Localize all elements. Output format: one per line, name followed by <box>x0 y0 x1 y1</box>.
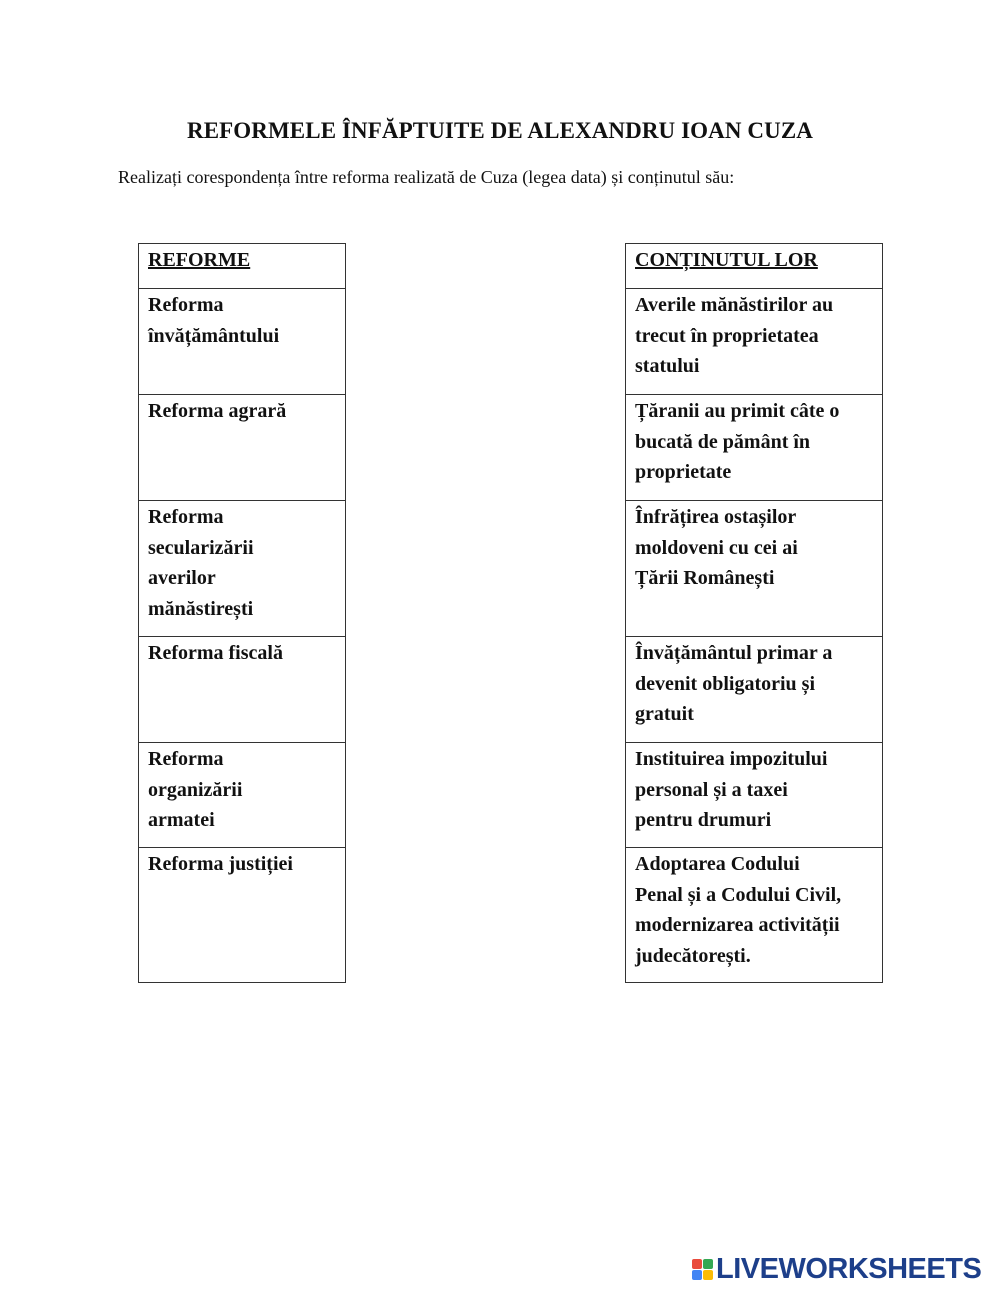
continut-item[interactable] <box>626 289 883 395</box>
continut-item-line: personal și a taxei <box>635 778 788 801</box>
continut-item-line: Învățământul primar a <box>635 642 833 664</box>
continut-header-cell <box>626 244 883 289</box>
page-title: REFORMELE ÎNFĂPTUITE DE ALEXANDRU IOAN CUZA <box>187 118 813 143</box>
reforme-item[interactable] <box>139 743 346 848</box>
reforme-item-line: armatei <box>148 809 215 831</box>
continut-item-line: proprietate <box>635 461 732 483</box>
continut-item-line: gratuit <box>635 703 694 725</box>
reforme-item-line: Reforma <box>148 294 224 316</box>
continut-item-line: Instituirea impozitului <box>635 748 828 770</box>
liveworksheets-logo-icon <box>692 1259 713 1280</box>
continut-item[interactable] <box>626 848 883 983</box>
logo-square <box>692 1270 702 1280</box>
instruction-text: Realizați corespondența între reforma realizată de Cuza (legea data) și conținutul său: <box>118 167 735 187</box>
continut-item-line: Adoptarea Codului <box>635 853 800 875</box>
continut-item[interactable] <box>626 743 883 848</box>
reforme-item-line: secularizării <box>148 536 254 559</box>
continut-table <box>625 243 883 983</box>
continut-item-line: Țării Românești <box>635 567 775 589</box>
continut-item-line: Penal și a Codului Civil, <box>635 883 842 906</box>
reforme-item-line: averilor <box>148 567 216 589</box>
logo-text: LIVEWORKSHEETS <box>716 1252 982 1285</box>
continut-item-line: devenit obligatoriu și <box>635 672 816 695</box>
reforme-item-line: învățământului <box>148 324 280 347</box>
continut-item[interactable] <box>626 637 883 743</box>
reforme-header: REFORME <box>148 249 251 271</box>
reforme-item[interactable] <box>139 289 346 395</box>
reforme-item-line: organizării <box>148 778 243 801</box>
reforme-item-line: Reforma <box>148 748 224 770</box>
continut-item-line: Țăranii au primit câte o <box>635 400 840 422</box>
continut-item-line: bucată de pământ în <box>635 430 811 453</box>
reforme-item[interactable] <box>139 501 346 637</box>
reforme-header-cell <box>139 244 346 289</box>
reforme-item-line: Reforma justiției <box>148 853 293 875</box>
reforme-item-line: Reforma <box>148 506 224 528</box>
continut-item-line: pentru drumuri <box>635 809 772 831</box>
continut-item-line: moldoveni cu cei ai <box>635 536 798 559</box>
reforme-item-line: Reforma agrară <box>148 400 287 422</box>
reforme-item[interactable] <box>139 395 346 501</box>
reforme-item-line: Reforma fiscală <box>148 642 283 664</box>
continut-item[interactable] <box>626 395 883 501</box>
liveworksheets-logo <box>692 1254 981 1284</box>
reforme-item[interactable] <box>139 637 346 743</box>
continut-item-line: Înfrățirea ostașilor <box>635 506 797 528</box>
continut-item-line: trecut în proprietatea <box>635 324 819 347</box>
reforme-item[interactable] <box>139 848 346 983</box>
logo-square <box>703 1270 713 1280</box>
logo-square <box>692 1259 702 1269</box>
continut-item-line: modernizarea activității <box>635 914 840 936</box>
reforme-item-line: mănăstirești <box>148 597 254 620</box>
continut-header: CONȚINUTUL LOR <box>635 249 818 271</box>
continut-item-line: judecătorești. <box>635 944 751 967</box>
reforme-table <box>138 243 346 983</box>
logo-square <box>703 1259 713 1269</box>
continut-item[interactable] <box>626 501 883 637</box>
continut-item-line: statului <box>635 355 700 377</box>
continut-item-line: Averile mănăstirilor au <box>635 294 834 316</box>
